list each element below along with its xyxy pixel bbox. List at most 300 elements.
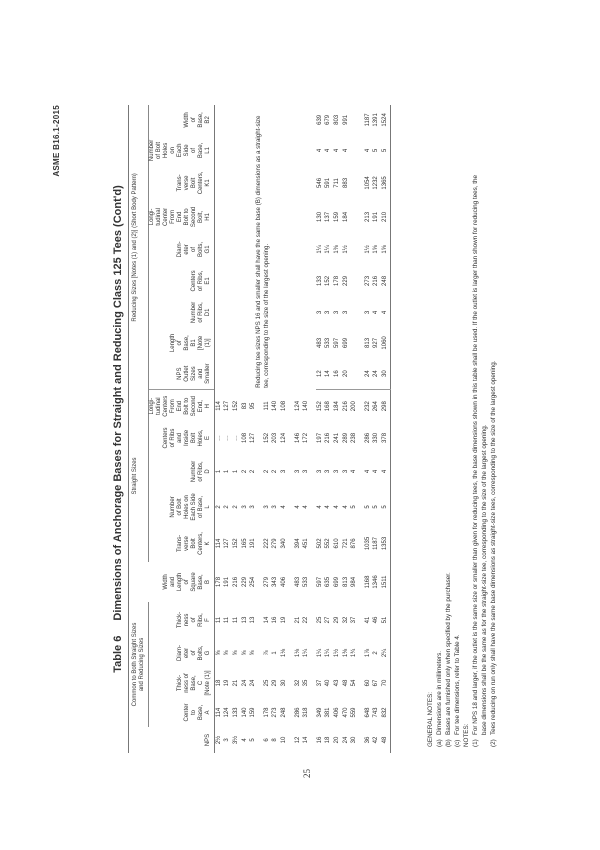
table-cell: 1168 — [364, 575, 371, 589]
nps-cell: 36 — [364, 736, 371, 744]
table-cell: 140 — [303, 400, 310, 411]
table-cell: 349 — [316, 707, 323, 718]
table-cell: 483 — [294, 576, 301, 587]
table-cell: 1353 — [381, 536, 388, 551]
table-cell: 133 — [316, 275, 323, 286]
table-cell: 340 — [280, 538, 287, 549]
outlet-nps-cell: 30 — [381, 358, 390, 390]
outlet-nps-cell: 20 — [342, 358, 351, 390]
table-cell: 1⅝ — [381, 245, 388, 254]
column-header: Thick- ness of Ribs, F — [149, 602, 215, 638]
note-label: (a) — [436, 739, 443, 747]
table-cell: 2 — [224, 505, 231, 509]
table-cell: 4 — [342, 505, 349, 509]
table-cell: 130 — [316, 211, 323, 222]
table-cell: 1¼ — [303, 648, 310, 658]
table-cell: 2 — [215, 505, 222, 509]
table-row — [333, 105, 342, 753]
table-cell: ⅝ — [241, 650, 248, 656]
general-notes-title: GENERAL NOTES: — [427, 691, 434, 747]
table-cell: 343 — [272, 576, 279, 587]
table-cell: 4 — [333, 505, 340, 509]
table-cell: 470 — [342, 707, 349, 718]
table-cell: 1232 — [373, 176, 380, 190]
table-cell: 2 — [232, 505, 239, 509]
table-cell: 5 — [373, 148, 380, 153]
table-cell: 29 — [272, 679, 279, 687]
table-cell: 289 — [342, 432, 349, 443]
table-cell: 32 — [342, 616, 349, 624]
table-cell: 111 — [263, 401, 270, 411]
column-header: NPS Outlet Sizes and Smaller — [149, 358, 215, 390]
table-cell: 927 — [373, 337, 380, 348]
table-cell: ⅝ — [224, 650, 231, 656]
table-cell: 2 — [241, 469, 248, 474]
table-cell: 35 — [303, 679, 310, 687]
table-cell: 3 — [325, 469, 332, 474]
table-cell: 279 — [272, 538, 279, 549]
table-cell: 29 — [333, 616, 340, 624]
table-cell: 813 — [364, 337, 371, 348]
table-cell: 24 — [250, 679, 257, 687]
table-cell: 11 — [215, 616, 222, 624]
table-cell: 318 — [303, 707, 310, 718]
table-cell: 1⅛ — [280, 648, 287, 658]
note-label: (b) — [445, 739, 452, 747]
table-cell: 13 — [250, 616, 257, 624]
table-cell: 4 — [351, 469, 358, 474]
table-row — [316, 105, 325, 753]
table-cell: 743 — [373, 707, 380, 718]
table-cell: 406 — [333, 707, 340, 718]
table-cell: 3 — [342, 469, 349, 474]
table-cell: 5 — [381, 148, 388, 153]
table-cell: 5 — [373, 505, 380, 509]
table-cell: … — [215, 434, 222, 441]
outlet-nps-cell: 16 — [333, 358, 342, 390]
table-cell: 552 — [325, 538, 332, 549]
table-cell — [350, 297, 359, 328]
table-cell: 635 — [325, 576, 332, 587]
column-header: Number of Ribs, D — [149, 454, 215, 489]
table-cell: 216 — [342, 401, 349, 412]
anchorage-bases-table — [128, 105, 391, 753]
table-cell: 3 — [325, 310, 332, 315]
table-cell: 3 — [342, 310, 349, 315]
table-cell: 1187 — [364, 113, 371, 127]
table-cell: 184 — [342, 211, 349, 222]
table-cell: 5 — [381, 505, 388, 509]
table-cell: 70 — [381, 679, 388, 687]
nps-cell: 6 — [263, 738, 270, 742]
table-cell: 3 — [272, 505, 279, 509]
column-header: Centers of Ribs and Inside Bolt Holes, E — [149, 422, 215, 454]
table-cell — [350, 328, 359, 358]
table-cell: 4 — [373, 310, 380, 315]
nps-cell: 2½ — [215, 735, 222, 745]
table-row — [373, 105, 382, 753]
table-cell — [350, 135, 359, 166]
table-cell: 27 — [325, 616, 332, 624]
table-cell: 3 — [333, 469, 340, 474]
table-cell: 991 — [342, 114, 349, 125]
table-cell: 639 — [316, 114, 323, 125]
table-cell: 210 — [381, 211, 388, 222]
column-header: Diam- eter of Bolts, G1 — [149, 234, 215, 265]
table-cell: 4 — [316, 505, 323, 509]
table-cell: 679 — [325, 114, 332, 125]
table-cell: 1⅞ — [364, 648, 371, 658]
table-cell: 559 — [351, 707, 358, 718]
table-title — [112, 105, 124, 753]
table-cell: 1 — [215, 469, 222, 474]
page-number: 25 — [302, 769, 312, 778]
table-cell: 108 — [241, 432, 248, 443]
note-label: (c) — [454, 739, 461, 747]
note-label: (2) — [490, 739, 497, 747]
table-cell — [350, 166, 359, 200]
blank-header — [129, 562, 149, 602]
outlet-nps-cell: 24 — [364, 358, 373, 390]
table-cell: 273 — [272, 707, 279, 718]
table-cell: ⅝ — [232, 650, 239, 656]
table-cell: 813 — [342, 576, 349, 587]
column-header: Thick- ness of Base, C [Note (1)] — [149, 668, 215, 698]
general-note-b: Bases are furnished only when specified by the purchaser. — [445, 572, 452, 735]
table-cell: 1 — [232, 469, 239, 474]
table-cell: 248 — [280, 707, 287, 718]
column-header: Trans- verse Bolt Centers, K — [149, 525, 215, 562]
table-cell: 286 — [364, 432, 371, 443]
table-cell: 32 — [294, 679, 301, 687]
general-note-a: Dimensions are in millimeters. — [436, 651, 443, 735]
table-cell: 216 — [232, 576, 239, 587]
table-cell — [350, 265, 359, 297]
table-cell: 191 — [373, 211, 380, 222]
table-cell: 13 — [241, 616, 248, 624]
table-cell: 1511 — [381, 575, 388, 589]
table-cell: 22 — [303, 616, 310, 624]
table-cell: 1⅜ — [333, 245, 340, 254]
column-header: NPS — [149, 727, 215, 753]
table-cell: 394 — [294, 538, 301, 549]
table-cell: 5 — [364, 505, 371, 509]
table-notes — [426, 175, 498, 747]
table-cell: 1524 — [381, 113, 388, 127]
table-cell: 124 — [224, 707, 231, 718]
table-cell: 178 — [333, 275, 340, 286]
table-cell: 1035 — [364, 536, 371, 551]
table-cell: 14 — [263, 616, 270, 624]
nps-cell: 24 — [342, 736, 349, 744]
table-cell: 4 — [325, 505, 332, 509]
table-row — [325, 105, 334, 753]
column-header: Number of Ribs, D1 — [149, 297, 215, 328]
table-row — [364, 105, 373, 753]
table-cell: 610 — [333, 538, 340, 549]
table-row — [342, 105, 351, 753]
table-cell: 11 — [224, 616, 231, 624]
table-cell: 533 — [325, 337, 332, 348]
table-cell: 546 — [316, 177, 323, 188]
table-cell: 114 — [215, 538, 222, 549]
table-cell: 4 — [342, 148, 349, 153]
table-cell: 597 — [316, 576, 323, 587]
table-cell: 159 — [250, 707, 257, 718]
table-cell: 4 — [303, 505, 310, 509]
outlet-nps-cell — [350, 358, 359, 390]
table-cell: 200 — [351, 401, 358, 412]
table-cell: … — [232, 434, 239, 441]
table-cell: ⅝ — [250, 650, 257, 656]
table-cell: 25 — [263, 679, 270, 687]
table-cell: 216 — [373, 275, 380, 286]
group-header-common: Common to Both Straight Sizes and Reducing Sizes — [129, 602, 149, 727]
table-cell: 51 — [381, 616, 388, 624]
table-cell: 229 — [241, 576, 248, 587]
table-cell: 21 — [294, 616, 301, 624]
table-cell: 19 — [280, 616, 287, 624]
table-cell: 4 — [280, 505, 287, 509]
table-cell: 2 — [272, 469, 279, 474]
table-cell: 165 — [241, 538, 248, 549]
table-cell: 152 — [325, 275, 332, 286]
table-cell: 721 — [342, 538, 349, 549]
table-row — [215, 105, 224, 753]
table-cell: 127 — [224, 400, 231, 411]
table-cell: 222 — [263, 538, 270, 549]
table-cell: 152 — [316, 401, 323, 412]
table-cell: 711 — [333, 178, 340, 188]
table-cell: 483 — [316, 337, 323, 348]
table-cell: 229 — [342, 275, 349, 286]
table-cell: 4 — [325, 148, 332, 153]
table-cell: 137 — [325, 211, 332, 222]
group-header-straight: Straight Sizes — [129, 390, 149, 562]
table-cell: 273 — [364, 275, 371, 286]
nps-cell: 10 — [280, 736, 287, 744]
table-cell: 19 — [224, 679, 231, 687]
group-header-reducing: Reducing Sizes [Notes (1) and (2)] (Short Body Pattern) — [129, 105, 149, 390]
table-cell: 378 — [381, 432, 388, 443]
table-cell: 4 — [364, 148, 371, 153]
table-cell: 254 — [250, 576, 257, 587]
table-cell: 140 — [272, 400, 279, 411]
table-cell: 5 — [351, 505, 358, 509]
table-cell: 3 — [250, 505, 257, 509]
table-cell: 4 — [316, 148, 323, 153]
table-cell: 381 — [325, 707, 332, 718]
table-cell: 127 — [250, 432, 257, 443]
table-cell: 232 — [364, 401, 371, 412]
table-cell: 124 — [280, 432, 287, 443]
table-cell: 178 — [263, 707, 270, 718]
table-cell: 178 — [215, 576, 222, 587]
document-id: ASME B16.1-2015 — [52, 105, 61, 177]
table-cell: 21 — [232, 679, 239, 687]
column-header: Longi- tudinal Centers From End Bolt to Second End, H — [149, 390, 215, 422]
column-header: Diam- eter of Bolts, G — [149, 638, 215, 668]
table-cell: 2¼ — [381, 648, 388, 658]
table-cell: 4 — [294, 505, 301, 509]
table-cell — [350, 234, 359, 265]
table-cell: 67 — [373, 679, 380, 687]
nps-cell: 20 — [333, 736, 340, 744]
table-cell: 3 — [316, 310, 323, 315]
table-cell: 114 — [215, 401, 222, 411]
table-cell: 3 — [364, 310, 371, 315]
table-cell: 1365 — [381, 176, 388, 190]
table-cell: 984 — [351, 576, 358, 587]
table-cell: 699 — [342, 337, 349, 348]
table-cell: 1¾ — [351, 648, 358, 658]
table-cell: 3 — [294, 469, 301, 474]
table-row — [381, 105, 390, 753]
table-cell: 1½ — [342, 245, 349, 254]
table-cell: 1½ — [364, 245, 371, 254]
table-cell: 832 — [381, 707, 388, 718]
table-cell: 1 — [224, 469, 231, 474]
table-cell: 502 — [316, 538, 323, 549]
table-cell: 1⅜ — [342, 648, 349, 658]
column-header: Longi- tudinal Center From End Bolt to Second Bolt, H1 — [149, 200, 215, 234]
table-cell: 152 — [263, 432, 270, 443]
table-cell: 41 — [364, 616, 371, 624]
table-cell: 2 — [250, 469, 257, 474]
table-cell: 172 — [303, 432, 310, 443]
table-cell: 406 — [280, 576, 287, 587]
table-cell: 152 — [232, 538, 239, 549]
table-cell: 1346 — [373, 575, 380, 589]
table-cell: 3 — [316, 469, 323, 474]
table-cell: 146 — [294, 432, 301, 443]
nps-cell: 48 — [381, 736, 388, 744]
table-cell: 95 — [250, 402, 257, 410]
table-cell: 152 — [232, 400, 239, 411]
nps-cell: 4 — [241, 738, 248, 742]
table-cell: 1¼ — [325, 648, 332, 658]
table-cell: 1391 — [373, 113, 380, 127]
nps-cell: 3 — [224, 738, 231, 742]
general-note-c: For tee dimensions, refer to Table 4. — [454, 634, 461, 735]
column-header: Center to Base, A — [149, 698, 215, 727]
reducing-sizes-note: Reducing tee sizes NPS 16 and smaller shall have the same base (B) dimensions as a straight-size tee, corresponding to the size of the largest opening. — [254, 115, 270, 388]
table-cell — [350, 105, 359, 135]
table-cell: 533 — [303, 576, 310, 587]
table-cell: 330 — [373, 432, 380, 443]
table-cell: 4 — [373, 469, 380, 474]
table-cell: 4 — [364, 469, 371, 474]
table-cell: 1060 — [381, 336, 388, 350]
outlet-nps-cell: 14 — [325, 358, 334, 390]
column-header: Width of Base, B2 — [149, 105, 215, 135]
table-cell: 46 — [373, 616, 380, 624]
column-header: Width and Length of Square Base, B — [149, 562, 215, 602]
table-cell: 803 — [333, 114, 340, 125]
table-row — [350, 105, 359, 753]
table-cell: 30 — [280, 679, 287, 687]
table-cell: 3 — [280, 469, 287, 474]
column-header: Number of Bolt Holes on Each Side of Base, L — [149, 489, 215, 525]
table-cell: 1 — [272, 651, 279, 655]
column-header: Length of Base, B1 [Note (1)] — [149, 328, 215, 358]
column-header: Number of Bolt Holes on Each Side of Base, L1 — [149, 135, 215, 166]
table-cell: 83 — [241, 402, 248, 410]
table-cell: 140 — [241, 707, 248, 718]
table-cell: 1½ — [333, 648, 340, 658]
outlet-nps-cell: 24 — [373, 358, 382, 390]
table-cell: 60 — [364, 679, 371, 687]
table-cell: 133 — [232, 707, 239, 718]
table-cell: 24 — [241, 679, 248, 687]
table-cell: 168 — [325, 401, 332, 412]
nps-cell: 30 — [351, 736, 358, 744]
table-cell: 48 — [342, 679, 349, 687]
nps-cell: 3½ — [232, 735, 239, 745]
table-cell: 1¼ — [316, 245, 323, 254]
table-cell: 451 — [303, 538, 310, 549]
table-cell: 238 — [351, 432, 358, 443]
table-cell: 184 — [333, 401, 340, 412]
table-cell: 18 — [215, 679, 222, 687]
table-cell: 40 — [325, 679, 332, 687]
table-cell: 298 — [381, 401, 388, 412]
table-cell: 3 — [263, 505, 270, 509]
table-cell: 191 — [224, 576, 231, 587]
table-cell: 114 — [215, 707, 222, 718]
table-cell: 54 — [351, 679, 358, 687]
table-cell: 264 — [373, 401, 380, 412]
table-cell: 4 — [381, 310, 388, 315]
table-number: Table 6 — [112, 635, 124, 673]
table-cell: 591 — [325, 177, 332, 188]
table-cell: 241 — [333, 432, 340, 443]
table-cell: 213 — [364, 211, 371, 222]
table-cell: 16 — [272, 616, 279, 624]
outlet-nps-cell: 12 — [316, 358, 325, 390]
nps-cell: 18 — [325, 736, 332, 744]
table-cell: 127 — [224, 538, 231, 549]
nps-cell: 42 — [373, 736, 380, 744]
table-cell: 279 — [263, 576, 270, 587]
nps-cell: 14 — [303, 736, 310, 744]
table-cell: 2 — [373, 651, 380, 655]
column-header: Centers of Ribs, E1 — [149, 265, 215, 297]
table-cell: 4 — [333, 148, 340, 153]
table-cell — [350, 200, 359, 234]
nps-cell: 5 — [250, 738, 257, 742]
table-cell: 597 — [333, 337, 340, 348]
note-label: (1) — [472, 739, 479, 747]
table-cell: 1¼ — [316, 648, 323, 658]
table-cell: 37 — [351, 616, 358, 624]
table-cell: 216 — [325, 432, 332, 443]
table-cell: 1⅛ — [294, 648, 301, 658]
table-title-text: Dimensions of Anchorage Bases for Straight and Reducing Class 125 Tees (Cont'd) — [112, 185, 124, 621]
table-cell: 25 — [316, 616, 323, 624]
table-cell: 1054 — [364, 176, 371, 190]
note-1-line-2: base dimensions shall be the same as for the straight-size tee, corresponding to the size of the largest opening. — [481, 424, 488, 735]
table-cell: 124 — [294, 400, 301, 411]
table-cell: 2 — [263, 469, 270, 474]
table-cell: ⅝ — [215, 650, 222, 656]
nps-cell: 12 — [294, 736, 301, 744]
table-cell: 197 — [316, 432, 323, 443]
table-cell: 203 — [272, 432, 279, 443]
table-cell: 37 — [316, 679, 323, 687]
table-cell: 286 — [294, 707, 301, 718]
column-header: Trans- verse Bolt Centers, K1 — [149, 166, 215, 200]
